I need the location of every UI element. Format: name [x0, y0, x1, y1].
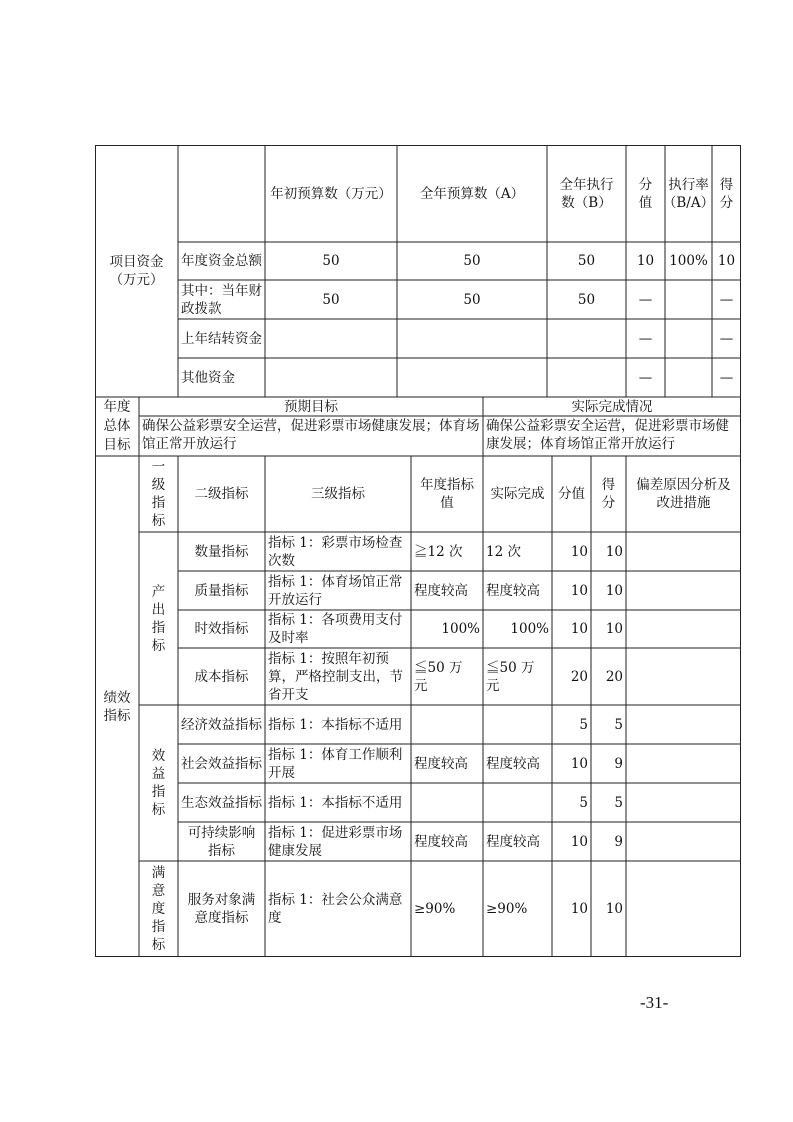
funds-score-value: — [638, 330, 653, 347]
header-executed: 全年执行数（B） [559, 176, 614, 211]
funds-executed-value: 50 [577, 291, 596, 308]
score: 10 [605, 621, 623, 637]
level2-indicator: 质量指标 [194, 582, 249, 599]
level2-indicator: 可持续影响指标 [187, 824, 256, 859]
funds-exec-rate: 100% [669, 253, 708, 269]
score: 10 [605, 901, 623, 917]
funds-section-label: 项目资金（万元） [109, 254, 164, 288]
target-value: 程度较高 [414, 755, 468, 772]
funds-initial-value: 50 [322, 253, 340, 269]
target-value: 100% [441, 621, 480, 637]
level3-indicator: 指标 1：本指标不适用 [268, 716, 403, 733]
level3-indicator: 指标 1：彩票市场检查次数 [268, 534, 403, 569]
score: 10 [605, 582, 623, 599]
funds-exec-rate [665, 280, 712, 319]
header-level2: 二级指标 [194, 486, 249, 502]
actual-value: 12 次 [486, 543, 521, 560]
funds-row-label: 其中：当年财政拨款 [181, 282, 262, 317]
funds-score: — [719, 330, 734, 347]
funds-annual-value [397, 319, 547, 358]
goals-actual-text: 确保公益彩票安全运营，促进彩票市场健康发展；体育场馆正常开放运行 [486, 418, 729, 452]
score-value: 5 [579, 794, 588, 811]
level2-indicator: 服务对象满意度指标 [187, 892, 256, 926]
level3-indicator: 指标 1：体育场馆正常开放运行 [268, 573, 403, 608]
header-target: 年度指标值 [420, 477, 474, 511]
level1-output-indicator: 产出指标 [151, 583, 166, 654]
score-value: 5 [579, 716, 588, 733]
target-value [411, 783, 483, 822]
funds-score-value: — [638, 291, 653, 308]
funds-row-label: 上年结转资金 [181, 330, 262, 347]
funds-initial-value [265, 319, 397, 358]
score-value: 10 [570, 621, 588, 637]
score-value: 20 [570, 668, 588, 685]
actual-value [483, 705, 552, 744]
target-value: ≦50 万元 [414, 659, 463, 694]
score: 5 [614, 716, 623, 733]
level3-indicator: 指标 1：各项费用支付及时率 [268, 612, 403, 646]
header-exec-rate: 执行率（B/A） [662, 176, 715, 211]
score: 20 [605, 668, 623, 685]
funds-initial-value: 50 [322, 291, 340, 308]
funds-score-value: — [638, 369, 653, 386]
header-actual: 实际完成 [490, 486, 545, 502]
page-number: -31- [640, 993, 669, 1012]
goals-expected-header: 预期目标 [284, 398, 338, 415]
score-value: 10 [570, 833, 588, 850]
target-value [411, 705, 483, 744]
funds-executed-value [547, 358, 626, 397]
funds-score: — [719, 291, 734, 308]
funds-row-label: 其他资金 [181, 369, 235, 386]
level2-indicator: 数量指标 [194, 543, 249, 560]
score: 9 [614, 833, 623, 850]
header-initial-budget: 年初预算数（万元） [270, 185, 392, 202]
funds-exec-rate [665, 319, 712, 358]
funds-score-value: 10 [636, 253, 655, 269]
level1-satisfaction-indicator: 满意度指标 [151, 865, 166, 953]
funds-exec-rate [665, 358, 712, 397]
score-value: 10 [570, 543, 588, 560]
level3-indicator: 指标 1：按照年初预算，严格控制支出，节省开支 [268, 650, 403, 703]
target-value: ≧12 次 [414, 543, 463, 560]
header-level3: 三级指标 [311, 486, 365, 502]
level3-indicator: 指标 1：促进彩票市场健康发展 [268, 824, 403, 859]
funds-annual-value: 50 [463, 253, 481, 269]
level3-indicator: 指标 1：体育工作顺利开展 [268, 746, 403, 781]
header-deviation: 偏差原因分析及改进措施 [636, 477, 731, 511]
funds-annual-value: 50 [463, 291, 481, 308]
funds-initial-value [265, 358, 397, 397]
goals-actual-header: 实际完成情况 [571, 398, 653, 415]
actual-value [483, 783, 552, 822]
level2-indicator: 社会效益指标 [181, 755, 262, 772]
actual-value: ≦50 万元 [486, 659, 535, 694]
header-score-value: 分值 [558, 486, 585, 502]
actual-value: 程度较高 [486, 755, 540, 772]
funds-executed-value [547, 319, 626, 358]
level3-indicator: 指标 1：社会公众满意度 [268, 892, 403, 926]
funds-score: — [719, 369, 734, 386]
performance-section-label: 绩效指标 [103, 689, 131, 724]
funds-score: 10 [717, 253, 736, 269]
header-score: 得分 [601, 477, 616, 511]
level1-benefit-indicator: 效益指标 [151, 748, 166, 818]
score-value: 10 [570, 755, 588, 772]
header-annual-budget: 全年预算数（A） [419, 185, 525, 202]
score-value: 10 [570, 582, 588, 599]
score: 5 [614, 794, 623, 811]
target-value: 程度较高 [414, 833, 468, 850]
target-value: ≥90% [414, 901, 456, 917]
score: 9 [614, 755, 623, 772]
target-value: 程度较高 [414, 582, 468, 599]
level2-indicator: 经济效益指标 [181, 716, 262, 733]
score-value: 10 [570, 901, 588, 917]
actual-value: 程度较高 [486, 582, 540, 599]
actual-value: 100% [510, 621, 549, 637]
performance-table [95, 145, 741, 957]
goals-expected-text: 确保公益彩票安全运营，促进彩票市场健康发展；体育场馆正常开放运行 [142, 418, 480, 452]
level2-indicator: 生态效益指标 [181, 794, 262, 811]
goals-section-label: 年度总体目标 [103, 399, 131, 453]
actual-value: 程度较高 [486, 833, 540, 850]
level2-indicator: 成本指标 [194, 668, 249, 685]
header-level1: 一级指标 [151, 459, 166, 529]
actual-value: ≥90% [486, 901, 528, 917]
funds-row-label: 年度资金总额 [181, 253, 262, 269]
header-score: 得分 [719, 176, 734, 211]
level3-indicator: 指标 1：本指标不适用 [268, 794, 403, 811]
score: 10 [605, 543, 623, 560]
funds-executed-value: 50 [577, 253, 596, 269]
funds-annual-value [397, 358, 547, 397]
header-score-value: 分值 [638, 176, 653, 211]
level2-indicator: 时效指标 [194, 621, 249, 637]
